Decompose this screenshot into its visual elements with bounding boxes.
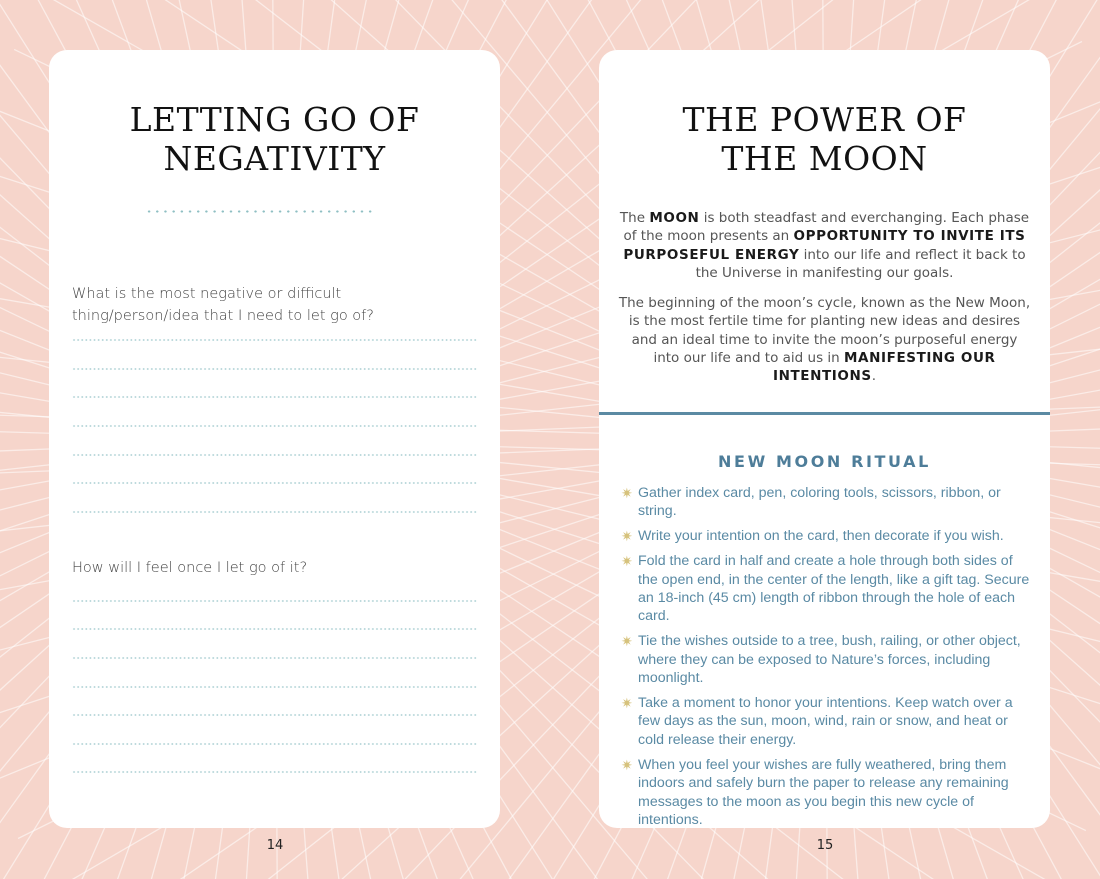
step-text: When you feel your wishes are fully weathered, bring them indoors and safely burn the paper to release any remaining messages to the moon as you begin this new cycle of intentions.: [638, 756, 1009, 828]
text: The beginning of the moon’s cycle, known as the New Moon, is the most fertile time for planting new ideas and desires and an ideal time to invite the moon’s purposeful energy into our life and to aid us in: [618, 295, 1031, 367]
page-number-left: 14: [266, 838, 284, 853]
answer-line[interactable]: [72, 511, 477, 513]
title-line-2: THE MOON: [721, 139, 928, 178]
answer-line[interactable]: [72, 657, 477, 659]
star-bullet-icon: ✷: [621, 485, 633, 501]
text: .: [871, 368, 877, 385]
answer-line[interactable]: [72, 482, 477, 484]
title-line-1: THE POWER OF: [682, 100, 967, 139]
ritual-step: [621, 552, 1032, 626]
text: is both steadfast and everchanging. Each phase of the moon presents an: [623, 210, 1030, 245]
prompt-2-line-1: How will I feel once I let go of it?: [72, 560, 308, 576]
star-bullet-icon: ✷: [621, 528, 633, 545]
text: into our life and reflect it back to the Universe in manifesting our goals.: [695, 246, 1026, 281]
answer-line[interactable]: [72, 396, 477, 398]
answer-line[interactable]: [72, 600, 477, 602]
journal-prompt-1: [72, 283, 482, 327]
ritual-step: [621, 756, 1032, 828]
ritual-heading: NEW MOON RITUAL: [718, 452, 931, 471]
step-text: Write your intention on the card, then decorate if you wish.: [638, 528, 1004, 545]
star-bullet-icon: ✷: [621, 633, 633, 650]
answer-line[interactable]: [72, 686, 477, 688]
step-text: Tie the wishes outside to a tree, bush, railing, or other object, where they can be exposed to Nature’s forces, including moonlight.: [638, 633, 1021, 687]
ritual-step: [621, 527, 1032, 545]
journal-prompt-2: [72, 557, 482, 579]
star-bullet-icon: ✷: [621, 756, 633, 773]
ritual-step: [621, 694, 1032, 749]
left-page-card: [49, 50, 500, 828]
left-page-title: [49, 100, 500, 178]
section-divider: [599, 412, 1050, 415]
prompt-1-line-1: What is the most negative or difficult: [72, 286, 342, 302]
answer-line[interactable]: [72, 771, 477, 773]
prompt-1-line-2: thing/person/idea that I need to let go of?: [72, 308, 374, 324]
answer-line[interactable]: [72, 628, 477, 630]
answer-line[interactable]: [72, 368, 477, 370]
dotted-title-rule: [145, 210, 375, 213]
emphasis: OPPORTUNITY TO INVITE ITS PURPOSEFUL ENERGY: [623, 228, 1026, 263]
answer-line[interactable]: [72, 714, 477, 716]
intro-paragraph-2: [617, 294, 1032, 385]
step-text: Take a moment to honor your intentions. Keep watch over a few days as the sun, moon, wind, rain or snow, and heat or cold release their energy.: [638, 695, 1013, 748]
answer-line[interactable]: [72, 425, 477, 427]
intro-paragraph-1: [617, 209, 1032, 282]
ritual-steps-list: [621, 484, 1032, 828]
right-page-title: [599, 100, 1050, 178]
moon-intro-text: [617, 209, 1032, 398]
answer-line[interactable]: [72, 454, 477, 456]
title-line-2: NEGATIVITY: [163, 139, 386, 178]
ritual-step: [621, 484, 1032, 521]
emphasis: MOON: [649, 210, 700, 226]
step-text: Gather index card, pen, coloring tools, scissors, ribbon, or string.: [638, 485, 1001, 520]
step-text: Fold the card in half and create a hole through both sides of the open end, in the center of the length, like a gift tag. Secure an 18-inch (45 cm) length of ribbon through the hole of each card.: [638, 553, 1030, 625]
star-bullet-icon: ✷: [621, 695, 633, 712]
emphasis: MANIFESTING OUR INTENTIONS: [772, 350, 996, 385]
answer-line[interactable]: [72, 339, 477, 341]
star-bullet-icon: ✷: [621, 553, 633, 570]
right-page-card: [599, 50, 1050, 828]
title-line-1: LETTING GO OF: [129, 100, 420, 139]
answer-line[interactable]: [72, 743, 477, 745]
text: The: [619, 210, 650, 226]
ritual-step: [621, 632, 1032, 687]
page-number-right: 15: [816, 838, 834, 853]
